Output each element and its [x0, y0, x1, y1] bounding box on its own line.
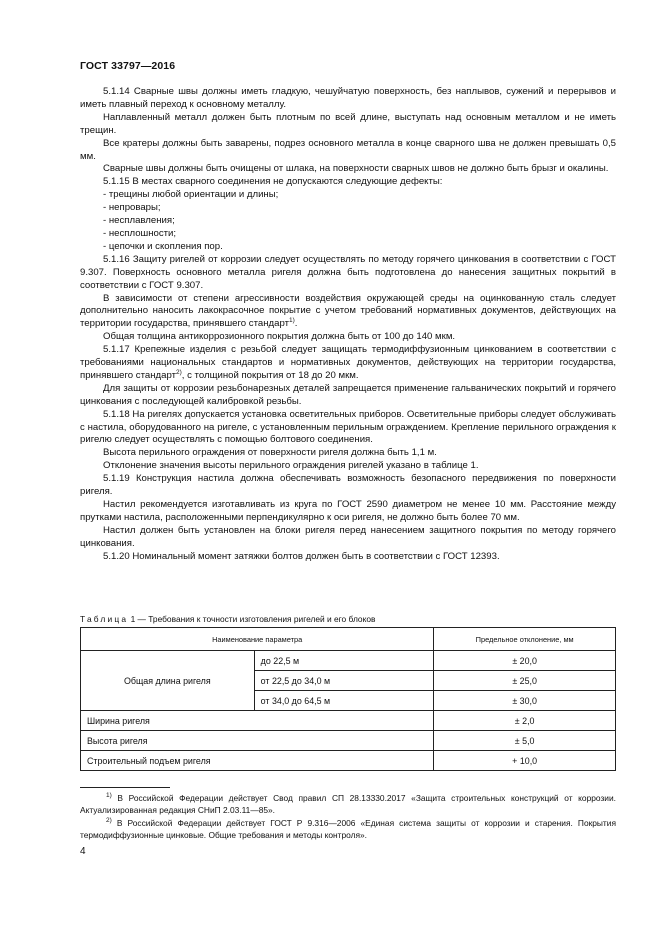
paragraph-text: - трещины любой ориентации и длины;: [103, 189, 279, 201]
deviation-value: ± 30,0: [434, 691, 616, 711]
paragraph: [80, 176, 616, 189]
paragraph-text: Настил рекомендуется изготавливать из круга по ГОСТ 2590 диаметром не менее 10 мм. Расстояние между прутками настила, расположенными перпендикулярно к оси ригеля, не должно быть более 70 мм.: [80, 499, 616, 523]
row-label: Высота ригеля: [81, 731, 434, 751]
paragraph: [80, 447, 616, 460]
group-label: Общая длина ригеля: [81, 651, 255, 711]
footnote-separator: [80, 787, 170, 788]
deviation-value: ± 25,0: [434, 671, 616, 691]
footnote-mark: 1): [106, 792, 112, 799]
paragraph: [80, 473, 616, 499]
sub-label: от 34,0 до 64,5 м: [254, 691, 434, 711]
paragraph-text-tail: .: [294, 318, 298, 330]
header-deviation: Предельное отклонение, мм: [434, 628, 616, 651]
footnote-1: [80, 793, 616, 817]
table-row: [81, 751, 616, 771]
paragraph: [80, 86, 616, 112]
deviation-value: ± 20,0: [434, 651, 616, 671]
footnote-text: В Российской Федерации действует ГОСТ Р 9.316—2006 «Единая система защиты от коррозии и старения. Покрытия термодиффузионные цинковые. Общие требования и методы контроля».: [80, 818, 616, 840]
page-number: 4: [80, 846, 86, 857]
paragraph-text: Наплавленный металл должен быть плотным по всей длине, выступать над основным металлом и не иметь трещин.: [80, 111, 616, 136]
body-text: [80, 86, 616, 564]
paragraph: [80, 331, 616, 344]
paragraph-text: 5.1.18 На ригелях допускается установка осветительных приборов. Осветительные приборы следует обслуживать с настила, оборудованного на ригеле, с установленным перильным ограждением. Крепление перильного ограждения к ригелю следует осуществлять с помощью болтового соединения.: [80, 408, 616, 446]
paragraph: [80, 499, 616, 525]
paragraph-text: - цепочки и скопления пор.: [103, 240, 223, 252]
footnote-ref: 2): [175, 368, 182, 376]
sub-label: от 22,5 до 34,0 м: [254, 671, 434, 691]
paragraph: [80, 163, 616, 176]
list-item: [80, 215, 616, 228]
table-header-row: [81, 628, 616, 651]
deviation-value: ± 5,0: [434, 731, 616, 751]
paragraph-text: 5.1.19 Конструкция настила должна обеспечивать возможность безопасного передвижения по поверхности ригеля.: [80, 473, 616, 498]
header-parameter: Наименование параметра: [81, 628, 434, 651]
paragraph: [80, 409, 616, 448]
footnote-text: В Российской Федерации действует Свод правил СП 28.13330.2017 «Защита строительных конструкций от коррозии. Актуализированная редакция СНиП 2.03.11—85».: [80, 793, 616, 815]
paragraph-text: - непровары;: [103, 202, 161, 214]
paragraph: [80, 551, 616, 564]
paragraph-text: 5.1.15 В местах сварного соединения не допускаются следующие дефекты:: [103, 176, 443, 188]
paragraph: [80, 254, 616, 293]
list-item: [80, 228, 616, 241]
paragraph: [80, 383, 616, 409]
deviation-value: + 10,0: [434, 751, 616, 771]
table-caption-text: 1 — Требования к точности изготовления ригелей и его блоков: [128, 614, 376, 624]
paragraph-text: Для защиты от коррозии резьбонарезных деталей запрещается применение гальванических покрытий и горячего цинкования с последующей калибровкой резьбы.: [80, 382, 616, 407]
row-label: Строительный подъем ригеля: [81, 751, 434, 771]
paragraph-text-tail: , с толщиной покрытия от 18 до 20 мкм.: [181, 369, 359, 381]
sub-label: до 22,5 м: [254, 651, 434, 671]
footnote-mark: 2): [106, 817, 112, 824]
list-item: [80, 202, 616, 215]
table-row: [81, 711, 616, 731]
paragraph-text: 5.1.20 Номинальный момент затяжки болтов должен быть в соответствии с ГОСТ 12393.: [103, 550, 500, 562]
paragraph-text: - несплошности;: [103, 227, 177, 239]
paragraph-text: 5.1.16 Защиту ригелей от коррозии следует осуществлять по методу горячего цинкования в соответствии с ГОСТ 9.307. Поверхность основного металла ригеля должна быть подготовлена до нанесения защитных покрытий в соответствии с ГОСТ 9.307.: [80, 253, 616, 291]
document-header: ГОСТ 33797—2016: [80, 60, 176, 72]
paragraph: [80, 138, 616, 164]
paragraph-text: Отклонение значения высоты перильного ограждения ригелей указано в таблице 1.: [103, 460, 479, 472]
paragraph-text: 5.1.14 Сварные швы должны иметь гладкую, чешуйчатую поверхность, без наплывов, сужений и перерывов и иметь плавный переход к основному металлу.: [80, 86, 616, 110]
footnote-ref: 1): [288, 317, 295, 325]
table-row: [81, 651, 616, 671]
row-label: Ширина ригеля: [81, 711, 434, 731]
tolerance-table: [80, 627, 616, 771]
paragraph: [80, 344, 616, 383]
paragraph-text: Настил должен быть установлен на блоки ригеля перед нанесением защитного покрытия по методу горячего цинкования.: [80, 524, 616, 549]
table-row: [81, 731, 616, 751]
list-item: [80, 241, 616, 254]
paragraph: [80, 460, 616, 473]
paragraph-text: Сварные швы должны быть очищены от шлака, на поверхности сварных швов не должно быть брызг и окалины.: [103, 163, 609, 175]
paragraph-text: Все кратеры должны быть заварены, подрез основного металла в конце сварного шва не должен превышать 0,5 мм.: [80, 137, 616, 162]
paragraph-text: В зависимости от степени агрессивности воздействия окружающей среды на оцинкованную сталь следует дополнительно наносить лакокрасочное покрытие с учетом требований нормативных документов, действующих на территории государства, принявшего стандарт: [80, 292, 616, 330]
table-caption: [80, 614, 375, 624]
list-item: [80, 189, 616, 202]
deviation-value: ± 2,0: [434, 711, 616, 731]
footnote-2: [80, 818, 616, 842]
paragraph-text: 5.1.17 Крепежные изделия с резьбой следует защищать термодиффузионным цинкованием в соответствии с требованиями национальных стандартов и нормативных документов, действующих на территории государства, принявшего стандарт: [80, 344, 616, 381]
paragraph-text: Общая толщина антикоррозионного покрытия должна быть от 100 до 140 мкм.: [103, 331, 456, 343]
table-caption-word: Таблица: [80, 614, 129, 624]
paragraph-text: Высота перильного ограждения от поверхности ригеля должна быть 1,1 м.: [103, 447, 437, 459]
paragraph: [80, 293, 616, 332]
paragraph: [80, 112, 616, 138]
paragraph: [80, 525, 616, 551]
paragraph-text: - несплавления;: [103, 215, 175, 227]
